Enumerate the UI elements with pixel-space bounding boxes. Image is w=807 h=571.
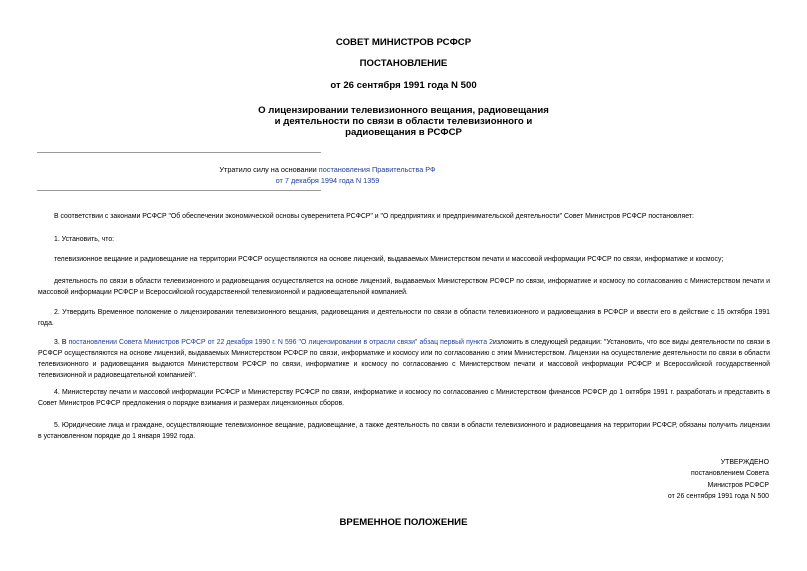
approval-line: Министров РСФСР [707,481,769,489]
document-title-line: радиовещания в РСФСР [345,127,462,138]
document-date-number: от 26 сентября 1991 года N 500 [330,80,477,91]
document-title-line: и деятельности по связи в области телевизионного и [274,116,533,127]
status-note-prefix: Утратило силу на основании [219,165,319,174]
document-title [0,105,807,138]
approval-block [668,457,769,502]
decree-596-link[interactable]: постановлении Совета Министров РСФСР от 22 декабря 1990 г. N 596 "О лицензировании в отрасли связи" абзац первый пункта 2 [68,339,493,346]
annex-title: ВРЕМЕННОЕ ПОЛОЖЕНИЕ [339,517,468,528]
paragraph-3-text: изложить в следующей редакции: "Установить, что все виды деятельности по связи в РСФСР осуществляются на основе лицензий, выдаваемых Министерством РСФСР по связи, информатике и космосу или по согласованию с этим Министерством. Лицензии на осуществление деятельности по связи в области телевизионного и радиовещания выдаются Министерством РСФСР по связи, информатике и космосу по согласованию с Министерством печати и массовой информации РСФСР и Всероссийской государственной телевизионной и радиовещательной компанией". [38,339,770,379]
status-note [37,164,618,186]
paragraph-3-prefix: 3. В [54,339,69,346]
approval-line: постановлением Совета [691,470,769,478]
paragraph-3 [38,337,770,381]
status-note-line1 [37,164,618,175]
divider-top [37,152,321,153]
paragraph-1a: телевизионное вещание и радиовещание на территории РСФСР осуществляются на основе лицензий, выдаваемых Министерством печати и массовой информации РСФСР по связи, информатике и космосу; [54,256,724,263]
status-note-line2 [37,175,618,186]
paragraph-4: 4. Министерству печати и массовой информации РСФСР и Министерству РСФСР по связи, информатике и космосу по согласованию с Министерством финансов РСФСР до 1 октября 1991 г. разработать и представить в Совет Министров РСФСР предложения о порядке взимания и размерах лицензионных сборов. [38,389,770,407]
paragraph-1: 1. Установить, что: [54,236,115,243]
issuer-heading: СОВЕТ МИНИСТРОВ РСФСР [335,37,472,48]
approval-line: от 26 сентября 1991 года N 500 [667,492,769,500]
preamble-paragraph: В соответствии с законами РСФСР "Об обеспечении экономической основы суверенитета РСФСР" и "О предприятиях и предпринимательской деятельности" Совет Министров РСФСР постановляет: [54,213,694,220]
approval-line: УТВЕРЖДЕНО [720,459,769,466]
paragraph-2: 2. Утвердить Временное положение о лицензировании телевизионного вещания, радиовещания и деятельности по связи в области телевизионного и радиовещания в РСФСР и ввести его в действие с 15 октября 1991 года. [38,309,770,327]
paragraph-5: 5. Юридические лица и граждане, осуществляющие телевизионное вещание, радиовещание, а также деятельность по связи в области телевизионного и радиовещания на территории РСФСР, обязаны получить лицензии в установленном порядке до 1 января 1992 года. [38,422,770,440]
repeal-decree-link[interactable]: постановления Правительства РФ [318,165,436,174]
document-type-heading: ПОСТАНОВЛЕНИЕ [359,58,448,69]
repeal-decree-date-link[interactable]: от 7 декабря 1994 года N 1359 [275,176,380,185]
document-title-line: О лицензировании телевизионного вещания, радиовещания [258,105,549,116]
divider-bottom [37,190,321,191]
paragraph-1b: деятельность по связи в области телевизионного и радиовещания осуществляется на основе лицензий, выдаваемых Министерством РСФСР по связи, информатике и космосу по согласованию с Министерством печати и массовой информации РСФСР и Всероссийской государственной телевизионной и радиовещательной компанией. [38,278,770,296]
